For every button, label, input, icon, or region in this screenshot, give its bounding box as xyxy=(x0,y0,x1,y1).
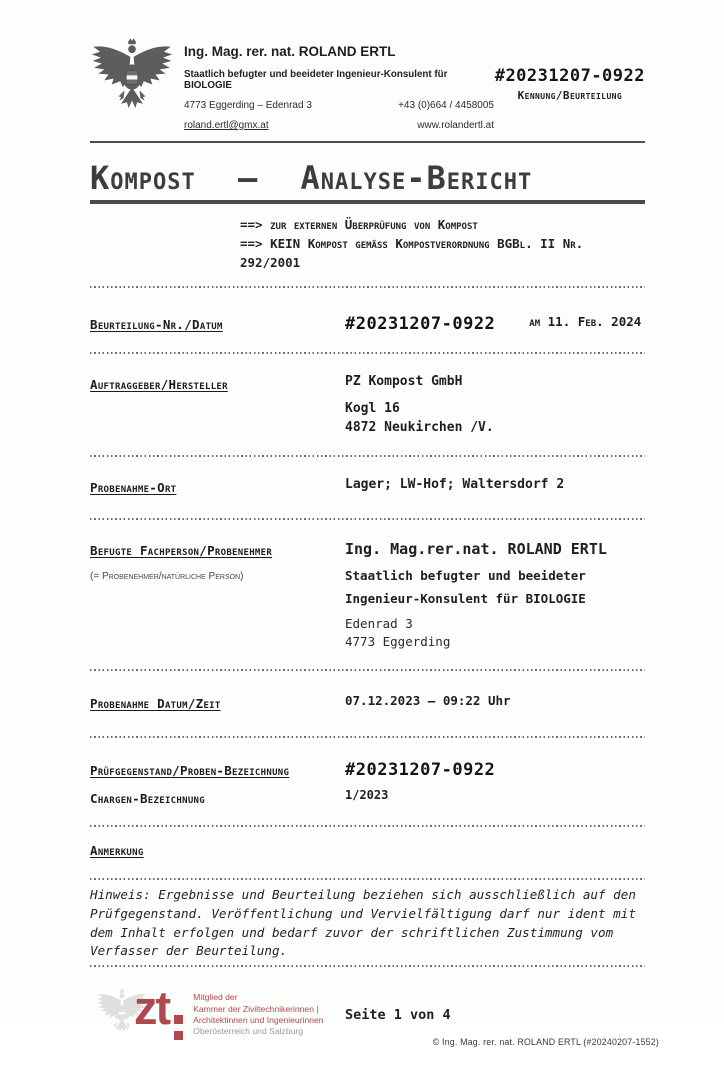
separator xyxy=(90,736,645,738)
page-indicator: Seite 1 von 4 xyxy=(345,1006,451,1023)
field-anmerkung xyxy=(90,843,645,858)
chamber-membership-text xyxy=(193,992,323,1037)
field-beurteilung-number: #20231207-0922 xyxy=(345,314,496,335)
field-fachperson xyxy=(90,540,645,649)
separator xyxy=(90,669,645,671)
subtitle-line-1: ==> zur externen Überprüfung von Kompost xyxy=(240,217,478,232)
field-anmerkung-label: Anmerkung xyxy=(90,843,144,859)
field-probenahme-datum xyxy=(90,693,645,712)
letterhead-name: Ing. Mag. rer. nat. ROLAND ERTL xyxy=(184,44,396,59)
member-line-3: Architektinnen und Ingenieurinnen xyxy=(193,1014,324,1025)
chargen-value: 1/2023 xyxy=(345,788,389,803)
hinweis-note: Hinweis: Ergebnisse und Beurteilung beziehen sich ausschließlich auf den Prüfgegenstand. Veröffentlichung und Vervielfältigung darf nur ident mit dem Inhalt erfolgen und bedarf zuvor der schriftlichen Zustimmung vom Verfasser der Beurteilung. xyxy=(90,887,636,959)
member-line-2: Kammer der Ziviltechnikerinnen | xyxy=(193,1003,319,1014)
field-fachperson-sublabel: (= Probenehmer/natürliche Person) xyxy=(90,571,244,583)
zt-colon-icon xyxy=(174,1015,183,1040)
fachperson-name: Ing. Mag.rer.nat. ROLAND ERTL xyxy=(345,540,607,559)
copyright-line: © Ing. Mag. rer. nat. ROLAND ERTL (#20240207-1552) xyxy=(432,1036,659,1047)
eagle-watermark-icon xyxy=(96,989,148,1041)
separator xyxy=(90,352,645,354)
zt-logo: zt xyxy=(134,989,183,1040)
probenahme-ort-value: Lager; LW-Hof; Waltersdorf 2 xyxy=(345,477,565,493)
auftraggeber-city: 4872 Neukirchen /V. xyxy=(345,420,494,436)
field-beurteilung-label: Beurteilung-Nr./Datum xyxy=(90,317,223,333)
member-line-1: Mitglied der xyxy=(193,992,238,1003)
page-footer xyxy=(90,981,659,1079)
subtitle-block xyxy=(240,216,645,272)
report-id: #20231207-0922 xyxy=(494,66,645,86)
letterhead-phone: +43 (0)664 / 4458005 xyxy=(398,100,494,111)
field-chargen xyxy=(90,788,645,807)
field-pruefgegenstand-label: Prüfgegenstand/Proben-Bezeichnung xyxy=(90,763,290,779)
separator xyxy=(90,286,645,288)
auftraggeber-company: PZ Kompost GmbH xyxy=(345,374,463,390)
fachperson-credential-2: Ingenieur-Konsulent für BIOLOGIE xyxy=(345,591,586,607)
pruefgegenstand-value: #20231207-0922 xyxy=(345,760,496,781)
letterhead xyxy=(90,36,645,131)
letterhead-contact-block xyxy=(184,36,494,131)
letterhead-address: 4773 Eggerding – Edenrad 3 xyxy=(184,100,312,111)
fachperson-credential-1: Staatlich befugter und beeideter xyxy=(345,568,586,584)
field-probenahme-datum-label: Probenahme Datum/Zeit xyxy=(90,696,221,712)
field-chargen-label: Chargen-Bezeichnung xyxy=(90,791,205,807)
report-id-block xyxy=(495,66,645,102)
zt-logo-block xyxy=(96,981,324,1041)
separator xyxy=(90,965,645,967)
field-beurteilung xyxy=(90,314,645,334)
separator xyxy=(90,518,645,520)
header-divider xyxy=(90,141,645,143)
probenahme-datum-value: 07.12.2023 – 09:22 Uhr xyxy=(345,693,511,709)
letterhead-website: www.rolandertl.at xyxy=(417,120,494,131)
separator xyxy=(90,455,645,457)
fachperson-street: Edenrad 3 xyxy=(345,616,413,632)
document-title: Kompost – Analyse-Bericht xyxy=(90,159,645,204)
report-id-caption: Kennung/Beurteilung xyxy=(517,89,623,102)
field-pruefgegenstand xyxy=(90,760,645,780)
field-probenahme-ort xyxy=(90,477,645,496)
member-line-4: Oberösterreich und Salzburg xyxy=(193,1025,304,1036)
letterhead-email: roland.ertl@gmx.at xyxy=(184,120,269,131)
field-probenahme-ort-label: Probenahme-Ort xyxy=(90,480,177,496)
field-beurteilung-date: am 11. Feb. 2024 xyxy=(529,314,642,330)
subtitle-line-2: ==> KEIN Kompost gemäß Kompostverordnung BGBl. II Nr. 292/2001 xyxy=(240,235,584,270)
separator xyxy=(90,825,645,827)
field-auftraggeber xyxy=(90,374,645,435)
auftraggeber-street: Kogl 16 xyxy=(345,401,400,417)
fachperson-city: 4773 Eggerding xyxy=(345,634,451,650)
letterhead-credential: Staatlich befugter und beeideter Ingenieur-Konsulent für BIOLOGIE xyxy=(184,69,448,91)
field-auftraggeber-label: Auftraggeber/Hersteller xyxy=(90,377,228,393)
field-fachperson-label: Befugte Fachperson/Probenehmer xyxy=(90,543,273,559)
austrian-eagle-icon xyxy=(90,38,174,120)
